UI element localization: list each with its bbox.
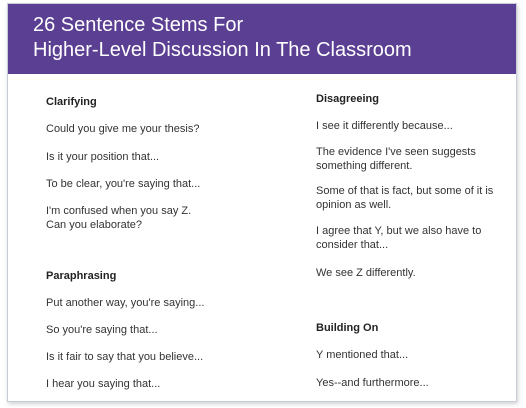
stem-paraphrasing-2: So you're saying that... <box>46 324 158 336</box>
section-heading-building-on: Building On <box>316 322 379 334</box>
section-heading-disagreeing: Disagreeing <box>316 93 379 105</box>
stem-building-on-2: Yes--and furthermore... <box>316 377 429 389</box>
section-heading-paraphrasing: Paraphrasing <box>46 270 117 282</box>
stem-clarifying-1: Could you give me your thesis? <box>46 123 200 135</box>
title-line-2: Higher-Level Discussion In The Classroom <box>33 39 412 61</box>
stem-clarifying-2: Is it your position that... <box>46 151 160 163</box>
stem-paraphrasing-1: Put another way, you're saying... <box>46 297 205 309</box>
stem-disagreeing-5: We see Z differently. <box>316 267 416 279</box>
stem-disagreeing-2: The evidence I've seen suggests something different. <box>316 146 476 172</box>
section-heading-clarifying: Clarifying <box>46 96 97 108</box>
stem-clarifying-3: To be clear, you're saying that... <box>46 178 201 190</box>
stem-building-on-1: Y mentioned that... <box>316 349 409 361</box>
stem-paraphrasing-4: I hear you saying that... <box>46 378 161 390</box>
stem-paraphrasing-3: Is it fair to say that you believe... <box>46 351 204 363</box>
stem-clarifying-4: I'm confused when you say Z. Can you elaborate? <box>46 205 192 231</box>
stem-disagreeing-4: I agree that Y, but we also have to consider that... <box>316 225 482 251</box>
infographic-card <box>7 3 517 402</box>
title-line-1: 26 Sentence Stems For <box>33 14 244 36</box>
stem-disagreeing-3: Some of that is fact, but some of it is opinion as well. <box>316 185 494 211</box>
stem-disagreeing-1: I see it differently because... <box>316 120 453 132</box>
title-banner <box>8 4 516 74</box>
